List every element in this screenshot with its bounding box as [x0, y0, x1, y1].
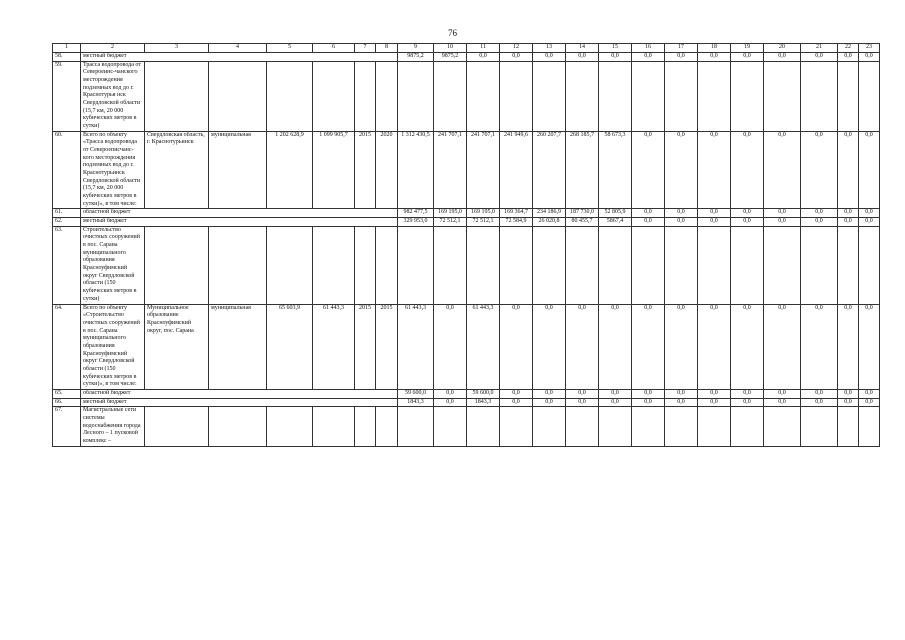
value-cell: 0,0 — [838, 389, 859, 398]
value-cell: 1843,3 — [398, 398, 434, 407]
empty-cell — [467, 226, 500, 304]
value-cell: 0,0 — [599, 398, 632, 407]
empty-cell — [145, 61, 209, 131]
column-header: 1 — [53, 44, 81, 53]
empty-cell — [145, 407, 209, 446]
empty-cell — [533, 407, 566, 446]
value-cell: 0,0 — [533, 53, 566, 62]
empty-cell — [632, 226, 665, 304]
table-row — [53, 218, 880, 227]
column-header: 20 — [764, 44, 801, 53]
value-cell: 0,0 — [533, 304, 566, 389]
empty-cell — [698, 226, 731, 304]
table-row — [53, 61, 880, 131]
empty-cell — [599, 61, 632, 131]
value-cell: 0,0 — [533, 389, 566, 398]
value-cell: 0,0 — [632, 209, 665, 218]
empty-cell — [434, 407, 467, 446]
row-description: местный бюджет — [81, 398, 398, 407]
column-header: 5 — [267, 44, 313, 53]
object-location: Муниципальное образование Красноуфимский округ, пос. Сарана — [145, 304, 209, 389]
value-cell: 0,0 — [665, 304, 698, 389]
value-cell: 0,0 — [838, 218, 859, 227]
value-cell: 0,0 — [859, 389, 880, 398]
empty-cell — [313, 226, 355, 304]
value-cell: 0,0 — [859, 304, 880, 389]
empty-cell — [267, 61, 313, 131]
value-cell: 80 455,7 — [566, 218, 599, 227]
empty-cell — [838, 407, 859, 446]
empty-cell — [533, 226, 566, 304]
empty-cell — [801, 61, 838, 131]
value-cell: 0,0 — [801, 218, 838, 227]
value-cell: 0,0 — [764, 209, 801, 218]
empty-cell — [355, 407, 376, 446]
empty-cell — [665, 407, 698, 446]
value-cell: 0,0 — [632, 131, 665, 209]
value-cell: 0,0 — [859, 218, 880, 227]
object-description: Всего по объекту «Трасса водопровода от Североеписчанс-кого месторождения подземных вод до г. Краснотурьинск Свердловской области (15,7 км, 20 000 кубических метров в сутки)», в том числе: — [81, 131, 145, 209]
value-cell: 0,0 — [533, 398, 566, 407]
table-row — [53, 226, 880, 304]
value-cell: 0,0 — [764, 218, 801, 227]
end-year: 2015 — [376, 304, 398, 389]
value-cell: 0,0 — [632, 304, 665, 389]
value-cell: 72 512,1 — [467, 218, 500, 227]
value-cell: 260 207,7 — [533, 131, 566, 209]
header-row — [53, 44, 880, 53]
value-cell: 0,0 — [859, 131, 880, 209]
row-description: областной бюджет — [81, 209, 398, 218]
empty-cell — [267, 226, 313, 304]
value-cell: 0,0 — [698, 304, 731, 389]
row-number: 63. — [53, 226, 81, 304]
empty-cell — [731, 407, 764, 446]
empty-cell — [665, 226, 698, 304]
column-header: 6 — [313, 44, 355, 53]
empty-cell — [209, 407, 267, 446]
empty-cell — [698, 407, 731, 446]
remaining-cost: 1 099 905,7 — [313, 131, 355, 209]
column-header: 2 — [81, 44, 145, 53]
value-cell: 52 805,9 — [599, 209, 632, 218]
value-cell: 58 673,3 — [599, 131, 632, 209]
value-cell: 0,0 — [434, 398, 467, 407]
row-number: 58. — [53, 53, 81, 62]
empty-cell — [355, 61, 376, 131]
column-header: 23 — [859, 44, 880, 53]
empty-cell — [376, 61, 398, 131]
empty-cell — [145, 226, 209, 304]
estimated-cost: 65 603,9 — [267, 304, 313, 389]
value-cell: 0,0 — [859, 209, 880, 218]
value-cell: 0,0 — [665, 218, 698, 227]
value-cell: 61 443,3 — [467, 304, 500, 389]
column-header: 15 — [599, 44, 632, 53]
table-row — [53, 53, 880, 62]
value-cell: 0,0 — [632, 398, 665, 407]
value-cell: 0,0 — [632, 389, 665, 398]
value-cell: 26 020,8 — [533, 218, 566, 227]
value-cell: 0,0 — [731, 398, 764, 407]
empty-cell — [376, 407, 398, 446]
value-cell: 0,0 — [434, 389, 467, 398]
value-cell: 0,0 — [434, 304, 467, 389]
value-cell: 241 707,1 — [434, 131, 467, 209]
value-cell: 0,0 — [859, 398, 880, 407]
value-cell: 169 364,7 — [500, 209, 533, 218]
row-number: 59. — [53, 61, 81, 131]
value-cell: 9875,2 — [434, 53, 467, 62]
value-cell: 0,0 — [599, 389, 632, 398]
empty-cell — [566, 61, 599, 131]
column-header: 4 — [209, 44, 267, 53]
value-cell: 241 949,6 — [500, 131, 533, 209]
value-cell: 0,0 — [632, 218, 665, 227]
empty-cell — [801, 226, 838, 304]
value-cell: 0,0 — [731, 389, 764, 398]
value-cell: 0,0 — [764, 389, 801, 398]
value-cell: 72 584,9 — [500, 218, 533, 227]
value-cell: 0,0 — [500, 53, 533, 62]
row-description: местный бюджет — [81, 53, 398, 62]
value-cell: 0,0 — [698, 218, 731, 227]
table-row — [53, 131, 880, 209]
value-cell: 187 730,0 — [566, 209, 599, 218]
row-number: 60. — [53, 131, 81, 209]
object-title: Строительство очистных сооружений в пос. Сарана муниципального образования Красноуфимский округ Свердловской области (150 кубических метров в сутки) — [81, 226, 145, 304]
value-cell: 0,0 — [801, 209, 838, 218]
value-cell: 0,0 — [764, 398, 801, 407]
start-year: 2015 — [355, 131, 376, 209]
column-header: 18 — [698, 44, 731, 53]
empty-cell — [313, 61, 355, 131]
value-cell: 0,0 — [838, 398, 859, 407]
value-cell: 0,0 — [838, 131, 859, 209]
table-row — [53, 389, 880, 398]
value-cell: 268 185,7 — [566, 131, 599, 209]
empty-cell — [838, 226, 859, 304]
object-title: Трасса водопровода от Североеинс-чанского месторождения подземных вод до г. Краснотурья нск Свердловской области (15,7 км, 20 000 кубических метров в сутки) — [81, 61, 145, 131]
value-cell: 169 195,0 — [467, 209, 500, 218]
empty-cell — [313, 407, 355, 446]
row-number: 62. — [53, 218, 81, 227]
column-header: 13 — [533, 44, 566, 53]
value-cell: 241 707,1 — [467, 131, 500, 209]
value-cell: 0,0 — [731, 209, 764, 218]
empty-cell — [533, 61, 566, 131]
value-cell: 0,0 — [801, 131, 838, 209]
column-header: 11 — [467, 44, 500, 53]
value-cell: 0,0 — [566, 389, 599, 398]
value-cell: 0,0 — [698, 53, 731, 62]
empty-cell — [434, 61, 467, 131]
row-number: 66. — [53, 398, 81, 407]
object-title: Магистральные сети системы водоснабжения города Лесного – 1 пусковой комплекс – — [81, 407, 145, 446]
value-cell: 0,0 — [698, 398, 731, 407]
value-cell: 0,0 — [566, 304, 599, 389]
page-number: 76 — [448, 28, 457, 38]
column-header: 9 — [398, 44, 434, 53]
table-row — [53, 407, 880, 446]
value-cell: 0,0 — [801, 398, 838, 407]
empty-cell — [731, 61, 764, 131]
value-cell: 0,0 — [665, 209, 698, 218]
value-cell: 61 443,3 — [398, 304, 434, 389]
object-location: Свердловская область, г. Краснотурьинск — [145, 131, 209, 209]
value-cell: 0,0 — [599, 53, 632, 62]
value-cell: 72 512,1 — [434, 218, 467, 227]
empty-cell — [398, 226, 434, 304]
empty-cell — [665, 61, 698, 131]
column-header: 22 — [838, 44, 859, 53]
remaining-cost: 61 443,3 — [313, 304, 355, 389]
value-cell: 0,0 — [698, 209, 731, 218]
object-description: Всего по объекту «Строительство очистных сооружений в пос. Сарана муниципального образования Красноуфимский округ Свердловской области (150 кубических метров в сутки)», в том числе: — [81, 304, 145, 389]
start-year: 2015 — [355, 304, 376, 389]
empty-cell — [859, 407, 880, 446]
column-header: 7 — [355, 44, 376, 53]
column-header: 17 — [665, 44, 698, 53]
empty-cell — [764, 226, 801, 304]
column-header: 12 — [500, 44, 533, 53]
column-header: 3 — [145, 44, 209, 53]
empty-cell — [355, 226, 376, 304]
value-cell: 0,0 — [731, 304, 764, 389]
row-number: 65. — [53, 389, 81, 398]
empty-cell — [764, 407, 801, 446]
value-cell: 234 186,9 — [533, 209, 566, 218]
value-cell: 0,0 — [500, 398, 533, 407]
value-cell: 0,0 — [801, 53, 838, 62]
empty-cell — [566, 407, 599, 446]
value-cell: 0,0 — [665, 131, 698, 209]
value-cell: 0,0 — [467, 53, 500, 62]
value-cell: 5867,4 — [599, 218, 632, 227]
table-row — [53, 209, 880, 218]
value-cell: 0,0 — [859, 53, 880, 62]
value-cell: 59 600,0 — [467, 389, 500, 398]
empty-cell — [267, 407, 313, 446]
empty-cell — [398, 407, 434, 446]
column-header: 19 — [731, 44, 764, 53]
empty-cell — [500, 407, 533, 446]
value-cell: 329 953,0 — [398, 218, 434, 227]
value-cell: 0,0 — [838, 53, 859, 62]
empty-cell — [209, 226, 267, 304]
column-header: 21 — [801, 44, 838, 53]
value-cell: 0,0 — [764, 53, 801, 62]
value-cell: 0,0 — [764, 304, 801, 389]
empty-cell — [376, 226, 398, 304]
value-cell: 1 312 430,5 — [398, 131, 434, 209]
column-header: 10 — [434, 44, 467, 53]
row-number: 61. — [53, 209, 81, 218]
empty-cell — [859, 61, 880, 131]
table-row — [53, 398, 880, 407]
value-cell: 0,0 — [731, 218, 764, 227]
value-cell: 0,0 — [665, 398, 698, 407]
empty-cell — [398, 61, 434, 131]
value-cell: 0,0 — [566, 398, 599, 407]
value-cell: 0,0 — [731, 131, 764, 209]
empty-cell — [764, 61, 801, 131]
table-row — [53, 304, 880, 389]
row-description: областной бюджет — [81, 389, 398, 398]
empty-cell — [632, 61, 665, 131]
empty-cell — [859, 226, 880, 304]
value-cell: 0,0 — [566, 53, 599, 62]
value-cell: 0,0 — [801, 304, 838, 389]
value-cell: 59 600,0 — [398, 389, 434, 398]
empty-cell — [801, 407, 838, 446]
empty-cell — [599, 407, 632, 446]
value-cell: 0,0 — [698, 389, 731, 398]
value-cell: 0,0 — [665, 389, 698, 398]
empty-cell — [731, 226, 764, 304]
empty-cell — [566, 226, 599, 304]
empty-cell — [599, 226, 632, 304]
row-number: 67. — [53, 407, 81, 446]
value-cell: 0,0 — [801, 389, 838, 398]
ownership-type: муниципальная — [209, 304, 267, 389]
value-cell: 0,0 — [698, 131, 731, 209]
empty-cell — [467, 61, 500, 131]
empty-cell — [500, 226, 533, 304]
column-header: 14 — [566, 44, 599, 53]
row-description: местный бюджет — [81, 218, 398, 227]
empty-cell — [698, 61, 731, 131]
value-cell: 0,0 — [764, 131, 801, 209]
empty-cell — [500, 61, 533, 131]
empty-cell — [632, 407, 665, 446]
row-number: 64. — [53, 304, 81, 389]
empty-cell — [209, 61, 267, 131]
value-cell: 0,0 — [838, 209, 859, 218]
value-cell: 0,0 — [599, 304, 632, 389]
empty-cell — [434, 226, 467, 304]
value-cell: 0,0 — [838, 304, 859, 389]
value-cell: 0,0 — [500, 304, 533, 389]
ownership-type: муниципальная — [209, 131, 267, 209]
value-cell: 1843,3 — [467, 398, 500, 407]
value-cell: 982 477,5 — [398, 209, 434, 218]
value-cell: 0,0 — [632, 53, 665, 62]
value-cell: 169 195,0 — [434, 209, 467, 218]
column-header: 8 — [376, 44, 398, 53]
empty-cell — [838, 61, 859, 131]
column-header: 16 — [632, 44, 665, 53]
value-cell: 0,0 — [731, 53, 764, 62]
value-cell: 0,0 — [500, 389, 533, 398]
data-table — [52, 43, 880, 447]
value-cell: 9875,2 — [398, 53, 434, 62]
value-cell: 0,0 — [665, 53, 698, 62]
end-year: 2020 — [376, 131, 398, 209]
estimated-cost: 1 202 628,9 — [267, 131, 313, 209]
empty-cell — [467, 407, 500, 446]
